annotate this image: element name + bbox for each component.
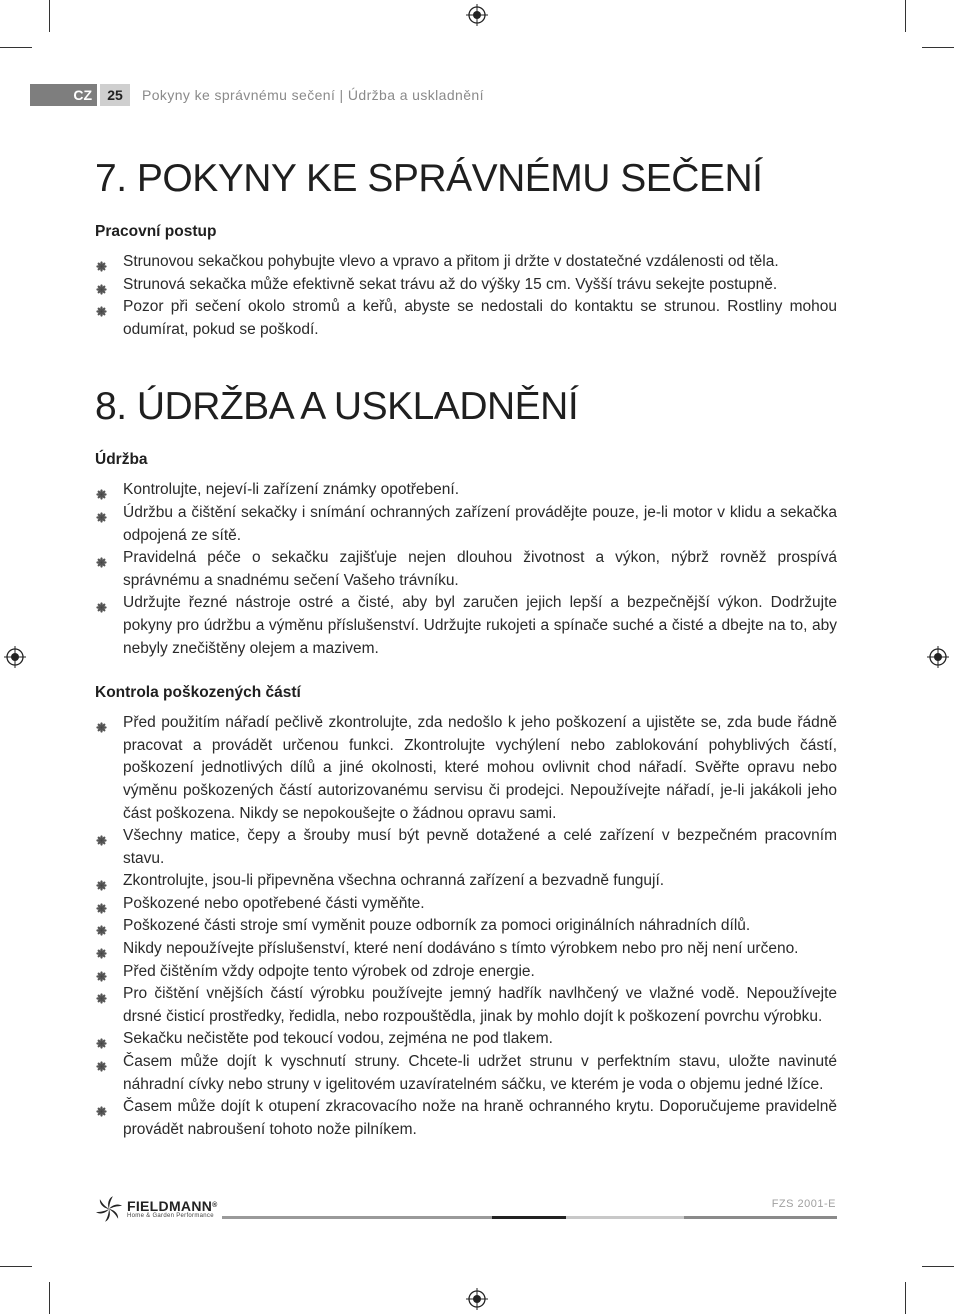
maintenance-subheading: Údržba (95, 451, 148, 469)
maintenance-list (95, 479, 837, 660)
list-item (95, 296, 837, 341)
flower-bullet-icon (96, 1057, 107, 1068)
list-item-text: Zkontrolujte, jsou-li připevněna všechna ochranná zařízení a bezvadně fungují. (123, 872, 665, 890)
page-content (95, 155, 837, 1141)
footer-rule-segment (566, 1216, 684, 1219)
brand-name: FIELDMANN (127, 1198, 213, 1214)
flower-bullet-icon (96, 967, 107, 978)
list-item (95, 825, 837, 870)
flower-bullet-icon (96, 1034, 107, 1045)
list-item-text: Před použitím nářadí pečlivě zkontrolujte, zda nedošlo k jeho poškození a ujistěte se, zda bude řádně pracovat a provádět určenou funkci. Zkontrolujte vychýlení nebo zablokování pohyblivých částí, poškození jednotlivých dílů a jiné okolnosti, které mohou ovlivnit chod nářadí. Svěřte opravu nebo výměnu poškozených částí autorizovanému servisu či prodejci. Nepoužívejte nářadí, je-li jakákoli jeho část poškozena. Nikdy se nepokoušejte o žádnou opravu sami. (123, 714, 837, 822)
list-item (95, 479, 837, 502)
list-item-text: Všechny matice, čepy a šrouby musí být pevně dotažené a celé zařízení v bezpečném pracovním stavu. (123, 827, 837, 867)
crop-mark (0, 47, 32, 48)
flower-bullet-icon (96, 280, 107, 291)
header-title: Pokyny ke správnému sečení | Údržba a uskladnění (142, 87, 484, 103)
list-item-text: Kontrolujte, nejeví-li zařízení známky opotřebení. (123, 481, 460, 499)
working-procedure-subheading: Pracovní postup (95, 223, 217, 240)
flower-bullet-icon (96, 718, 107, 729)
flower-bullet-icon (96, 302, 107, 313)
list-item (95, 592, 837, 660)
section-8-heading: 8. ÚDRŽBA A USKLADNĚNÍ (95, 385, 579, 429)
crop-mark (905, 0, 906, 32)
list-item (95, 502, 837, 547)
flower-bullet-icon (96, 876, 107, 887)
list-item (95, 1028, 837, 1051)
list-item (95, 1096, 837, 1141)
flower-bullet-icon (96, 1102, 107, 1113)
list-item (95, 251, 837, 274)
list-item-text: Pravidelná péče o sekačku zajišťuje nejen dlouhou životnost a výkon, nýbrž rovněž prospívá správnému a snadnému sečení Vašeho trávníku. (123, 549, 837, 589)
list-item-text: Pozor při sečení okolo stromů a keřů, abyste se nedostali do kontaktu se strunou. Rostliny mohou odumírat, pokud se poškodí. (123, 298, 837, 338)
list-item (95, 712, 837, 825)
list-item-text: Údržbu a čištění sekačky i snímání ochranných zařízení provádějte pouze, je-li motor v klidu a sekačka odpojená ze sítě. (123, 503, 837, 544)
list-item-text: Nikdy nepoužívejte příslušenství, které není dodáváno s tímto výrobkem nebo pro něj není určeno. (123, 940, 799, 958)
list-item-text: Strunová sekačka může efektivně sekat trávu až do výšky 15 cm. Vyšší trávu sekejte postupně. (123, 275, 778, 293)
list-item (95, 983, 837, 1028)
list-item-text: Strunovou sekačkou pohybujte vlevo a vpravo a přitom ji držte v dostatečné vzdálenosti od těla. (123, 253, 779, 270)
crop-mark (922, 47, 954, 48)
page-number: 25 (100, 84, 130, 106)
registration-mark-icon (927, 646, 949, 668)
flower-bullet-icon (96, 989, 107, 1000)
list-item (95, 1051, 837, 1096)
list-item-text: Pro čištění vnějších částí výrobku používejte jemný hadřík navlhčený ve vlažné vodě. Nepoužívejte drsné čisticí prostředky, ředidla, nebo rozpouštědla, jinak by mohlo dojít k poškození povrchu výrobku. (123, 985, 837, 1025)
crop-mark (922, 1266, 954, 1267)
section-7-heading: 7. POKYNY KE SPRÁVNÉMU SEČENÍ (95, 157, 763, 200)
flower-bullet-icon (96, 508, 107, 519)
registration-mark-icon (4, 646, 26, 668)
list-item-text: Časem může dojít k vyschnutí struny. Chcete-li udržet strunu v perfektním stavu, uložte navinuté náhradní cívky nebo struny v igelitovém uzavíratelném sáčku, ve kterém je voda o objemu jedné lžíce. (123, 1053, 837, 1093)
footer-rule-segment (222, 1216, 492, 1219)
flower-bullet-icon (96, 921, 107, 932)
damaged-parts-list (95, 712, 837, 1141)
model-number: FZS 2001-E (771, 1198, 836, 1210)
flower-bullet-icon (96, 831, 107, 842)
flower-bullet-icon (96, 598, 107, 609)
list-item-text: Poškozené nebo opotřebené části vyměňte. (123, 894, 425, 912)
registration-mark-icon (466, 1288, 488, 1310)
flower-bullet-icon (96, 899, 107, 910)
list-item-text: Časem může dojít k otupení zkracovacího nože na hraně ochranného krytu. Doporučujeme pravidelně provádět nabroušení tohoto nože pilníkem. (123, 1098, 837, 1138)
crop-mark (905, 1282, 906, 1314)
list-item (95, 274, 837, 297)
list-item (95, 961, 837, 984)
running-header (30, 84, 484, 106)
brand-logo (95, 1195, 218, 1223)
flower-bullet-icon (96, 485, 107, 496)
crop-mark (49, 0, 50, 32)
damaged-parts-subheading: Kontrola poškozených částí (95, 684, 301, 702)
list-item-text: Udržujte řezné nástroje ostré a čisté, aby byl zaručen jejich lepší a bezpečnější výkon. Dodržujte pokyny pro údržbu a výměnu příslušenství. Udržujte rukojeti a spínače suché a čisté a dbejte na to, aby nebyly znečištěny olejem a mazivem. (123, 594, 837, 657)
crop-mark (49, 1282, 50, 1314)
brand-tagline: Home & Garden Performance (127, 1213, 214, 1219)
registration-mark-icon (466, 4, 488, 26)
flower-bullet-icon (96, 257, 107, 268)
flower-bullet-icon (96, 944, 107, 955)
list-item (95, 893, 837, 916)
list-item-text: Sekačku nečistěte pod tekoucí vodou, zejména ne pod tlakem. (123, 1030, 553, 1048)
footer-rule-segment (684, 1216, 837, 1219)
list-item (95, 915, 837, 938)
fieldmann-swirl-logo-icon (95, 1195, 123, 1223)
language-label: CZ (30, 84, 97, 106)
trademark-symbol: ® (212, 1202, 218, 1209)
list-item (95, 938, 837, 961)
list-item-text: Poškozené části stroje smí vyměnit pouze odborník za pomoci originálních náhradních dílů. (123, 917, 751, 935)
list-item (95, 547, 837, 592)
list-item (95, 870, 837, 893)
list-item-text: Před čištěním vždy odpojte tento výrobek od zdroje energie. (123, 962, 535, 980)
crop-mark (0, 1266, 32, 1267)
footer-rule-segment (492, 1216, 566, 1219)
working-procedure-list (95, 251, 837, 341)
flower-bullet-icon (96, 553, 107, 564)
